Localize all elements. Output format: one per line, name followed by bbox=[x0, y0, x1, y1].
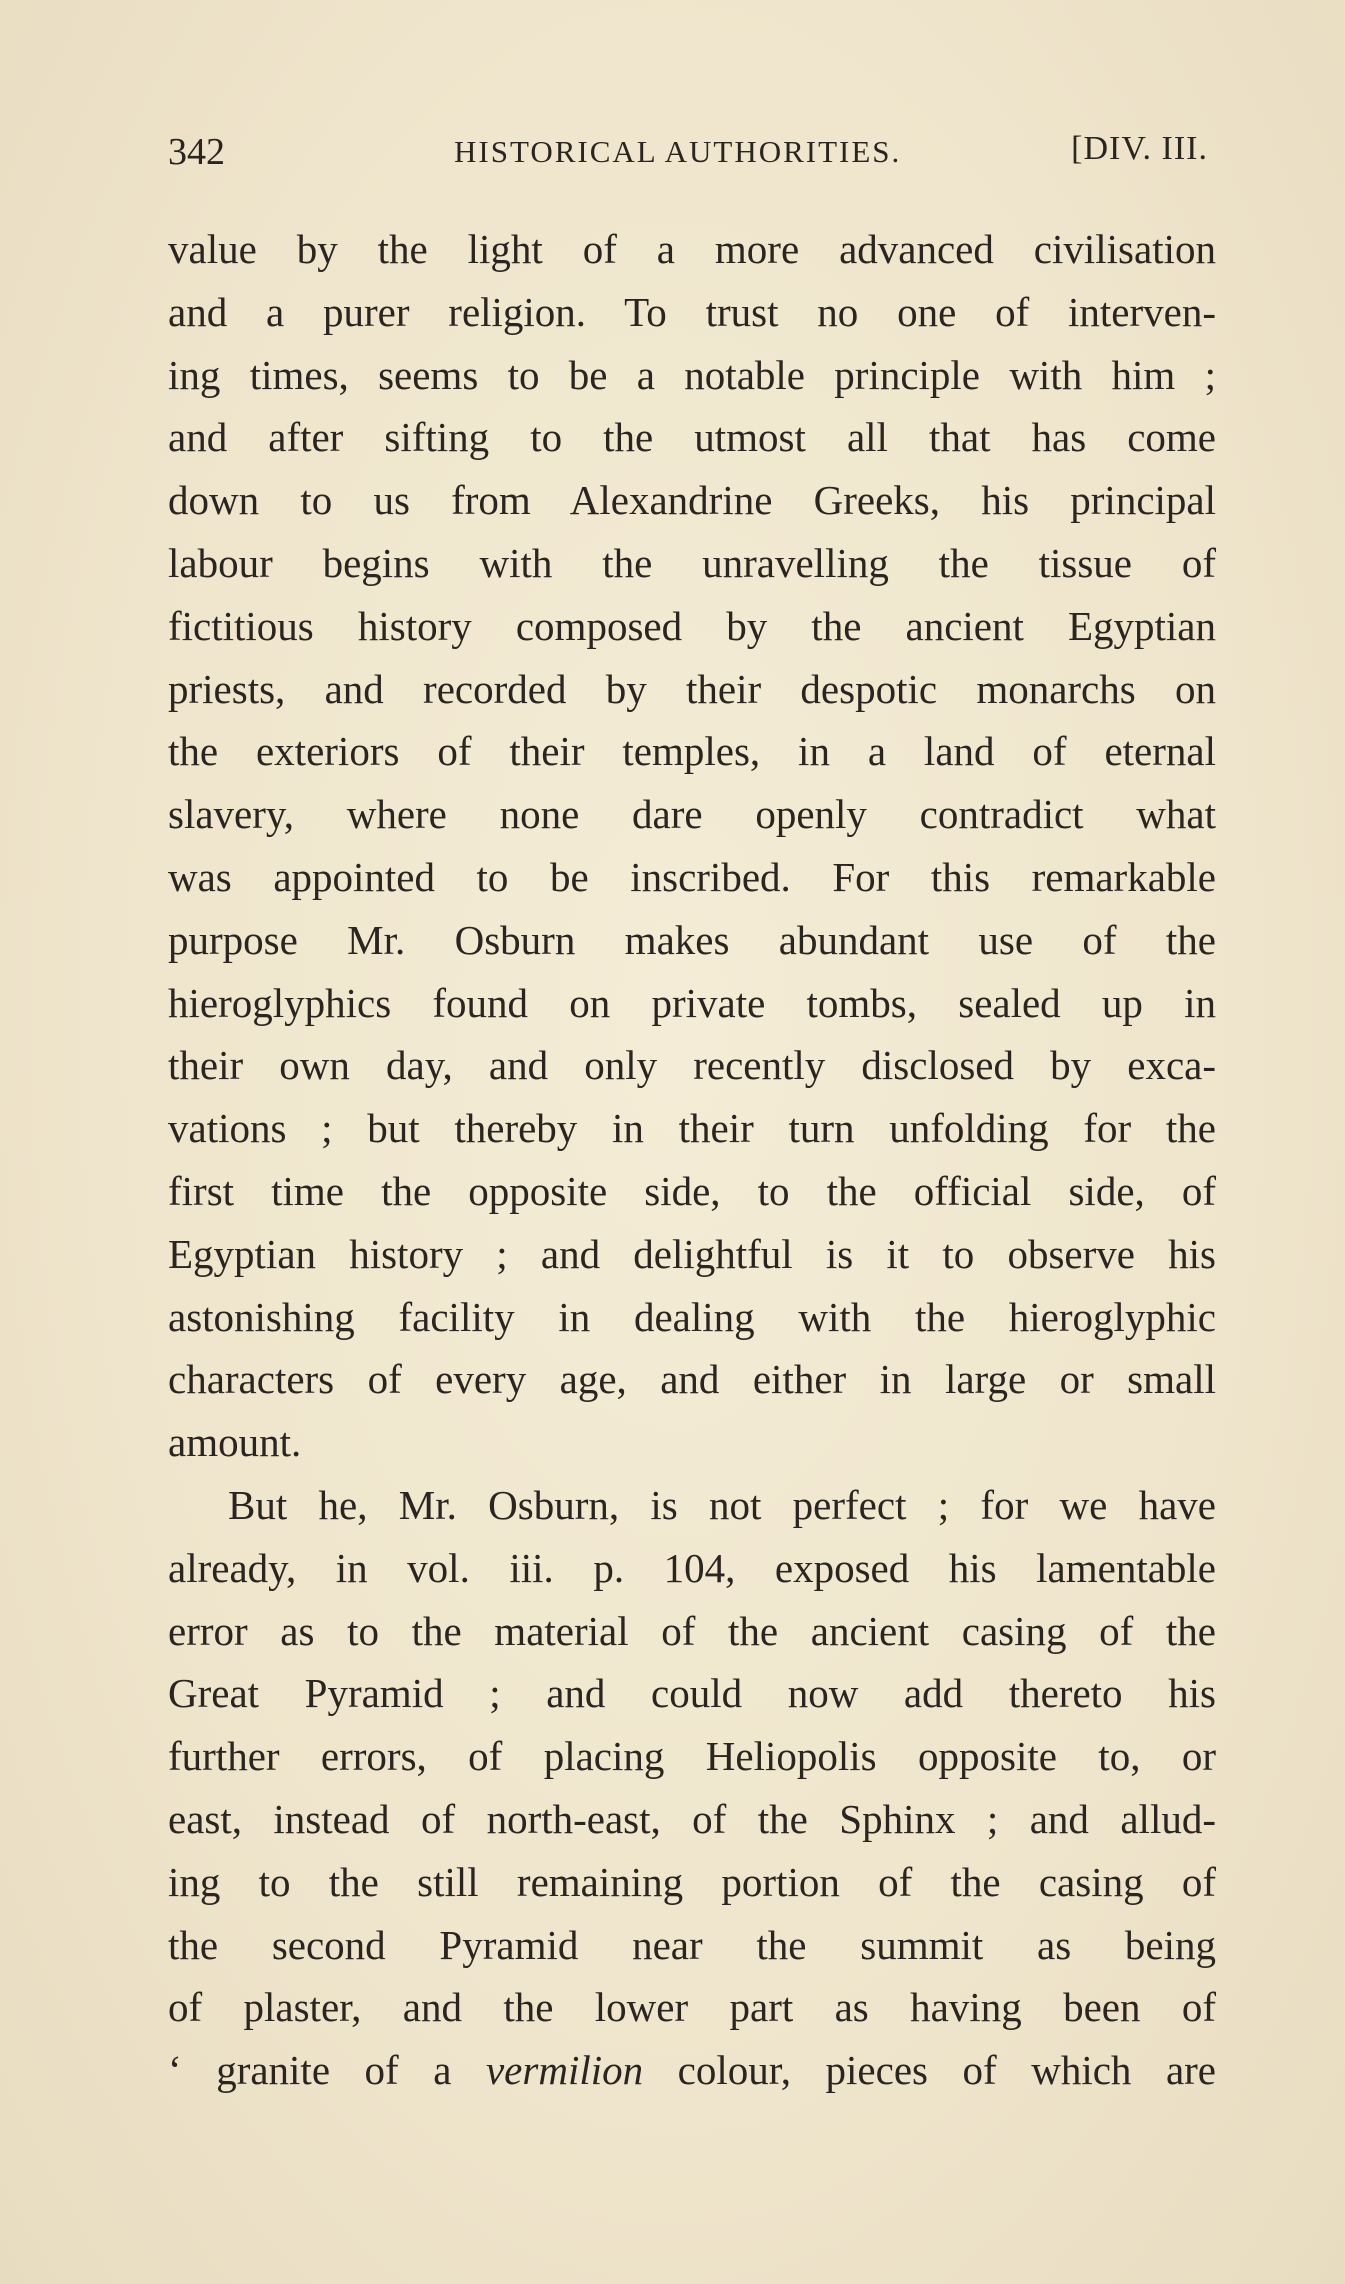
text-line: error as to the material of the ancient casing of the bbox=[168, 1607, 1216, 1654]
text-line: their own day, and only recently disclosed by exca- bbox=[168, 1042, 1216, 1089]
text-line: ing to the still remaining portion of the casing of bbox=[168, 1858, 1216, 1905]
text-line: east, instead of north-east, of the Sphinx ; and allud- bbox=[168, 1795, 1216, 1842]
text-line: the exteriors of their temples, in a land of eternal bbox=[168, 728, 1216, 775]
text-line: the second Pyramid near the summit as being bbox=[168, 1921, 1216, 1968]
text-line: value by the light of a more advanced civilisation bbox=[168, 226, 1216, 272]
text-line: down to us from Alexandrine Greeks, his principal bbox=[168, 477, 1216, 524]
text-line: labour begins with the unravelling the tissue of bbox=[168, 539, 1216, 586]
paragraph-1 bbox=[168, 218, 1216, 1474]
text-line: further errors, of placing Heliopolis opposite to, or bbox=[168, 1733, 1216, 1780]
text-line: of plaster, and the lower part as having been of bbox=[168, 1984, 1216, 2031]
text-line: was appointed to be inscribed. For this remarkable bbox=[168, 853, 1216, 900]
text-line: hieroglyphics found on private tombs, sealed up in bbox=[168, 979, 1216, 1026]
text-segment: colour, pieces of which are bbox=[643, 2047, 1216, 2094]
text-line: astonishing facility in dealing with the hieroglyphic bbox=[168, 1293, 1216, 1340]
text-line: slavery, where none dare openly contradict what bbox=[168, 791, 1216, 838]
text-line: first time the opposite side, to the official side, of bbox=[168, 1167, 1216, 1214]
running-title: HISTORICAL AUTHORITIES. bbox=[454, 134, 902, 169]
paragraph-2 bbox=[168, 1474, 1216, 2102]
page-number: 342 bbox=[168, 131, 225, 173]
text-line: Great Pyramid ; and could now add thereto his bbox=[168, 1670, 1216, 1717]
text-line: fictitious history composed by the ancient Egyptian bbox=[168, 602, 1216, 649]
text-line: amount. bbox=[168, 1419, 302, 1466]
text-line: But he, Mr. Osburn, is not perfect ; for we have bbox=[228, 1481, 1216, 1528]
text-line: vations ; but thereby in their turn unfolding for the bbox=[168, 1105, 1216, 1152]
page-header bbox=[168, 130, 1218, 180]
text-line: already, in vol. iii. p. 104, exposed his lamentable bbox=[168, 1544, 1216, 1591]
division-label: [DIV. III. bbox=[1071, 130, 1208, 167]
text-line-final bbox=[168, 2039, 1216, 2102]
body-text bbox=[168, 218, 1216, 2102]
text-line: Egyptian history ; and delightful is it to observe his bbox=[168, 1230, 1216, 1277]
text-line: and a purer religion. To trust no one of interven- bbox=[168, 288, 1216, 335]
text-segment: ‘ granite of a bbox=[168, 2047, 486, 2094]
text-line: characters of every age, and either in large or small bbox=[168, 1356, 1216, 1403]
text-line: purpose Mr. Osburn makes abundant use of the bbox=[168, 916, 1216, 963]
italic-word: vermilion bbox=[485, 2047, 644, 2094]
text-line: priests, and recorded by their despotic monarchs on bbox=[168, 665, 1216, 712]
text-line: ing times, seems to be a notable principle with him ; bbox=[168, 351, 1216, 398]
text-line: and after sifting to the utmost all that has come bbox=[168, 414, 1216, 461]
